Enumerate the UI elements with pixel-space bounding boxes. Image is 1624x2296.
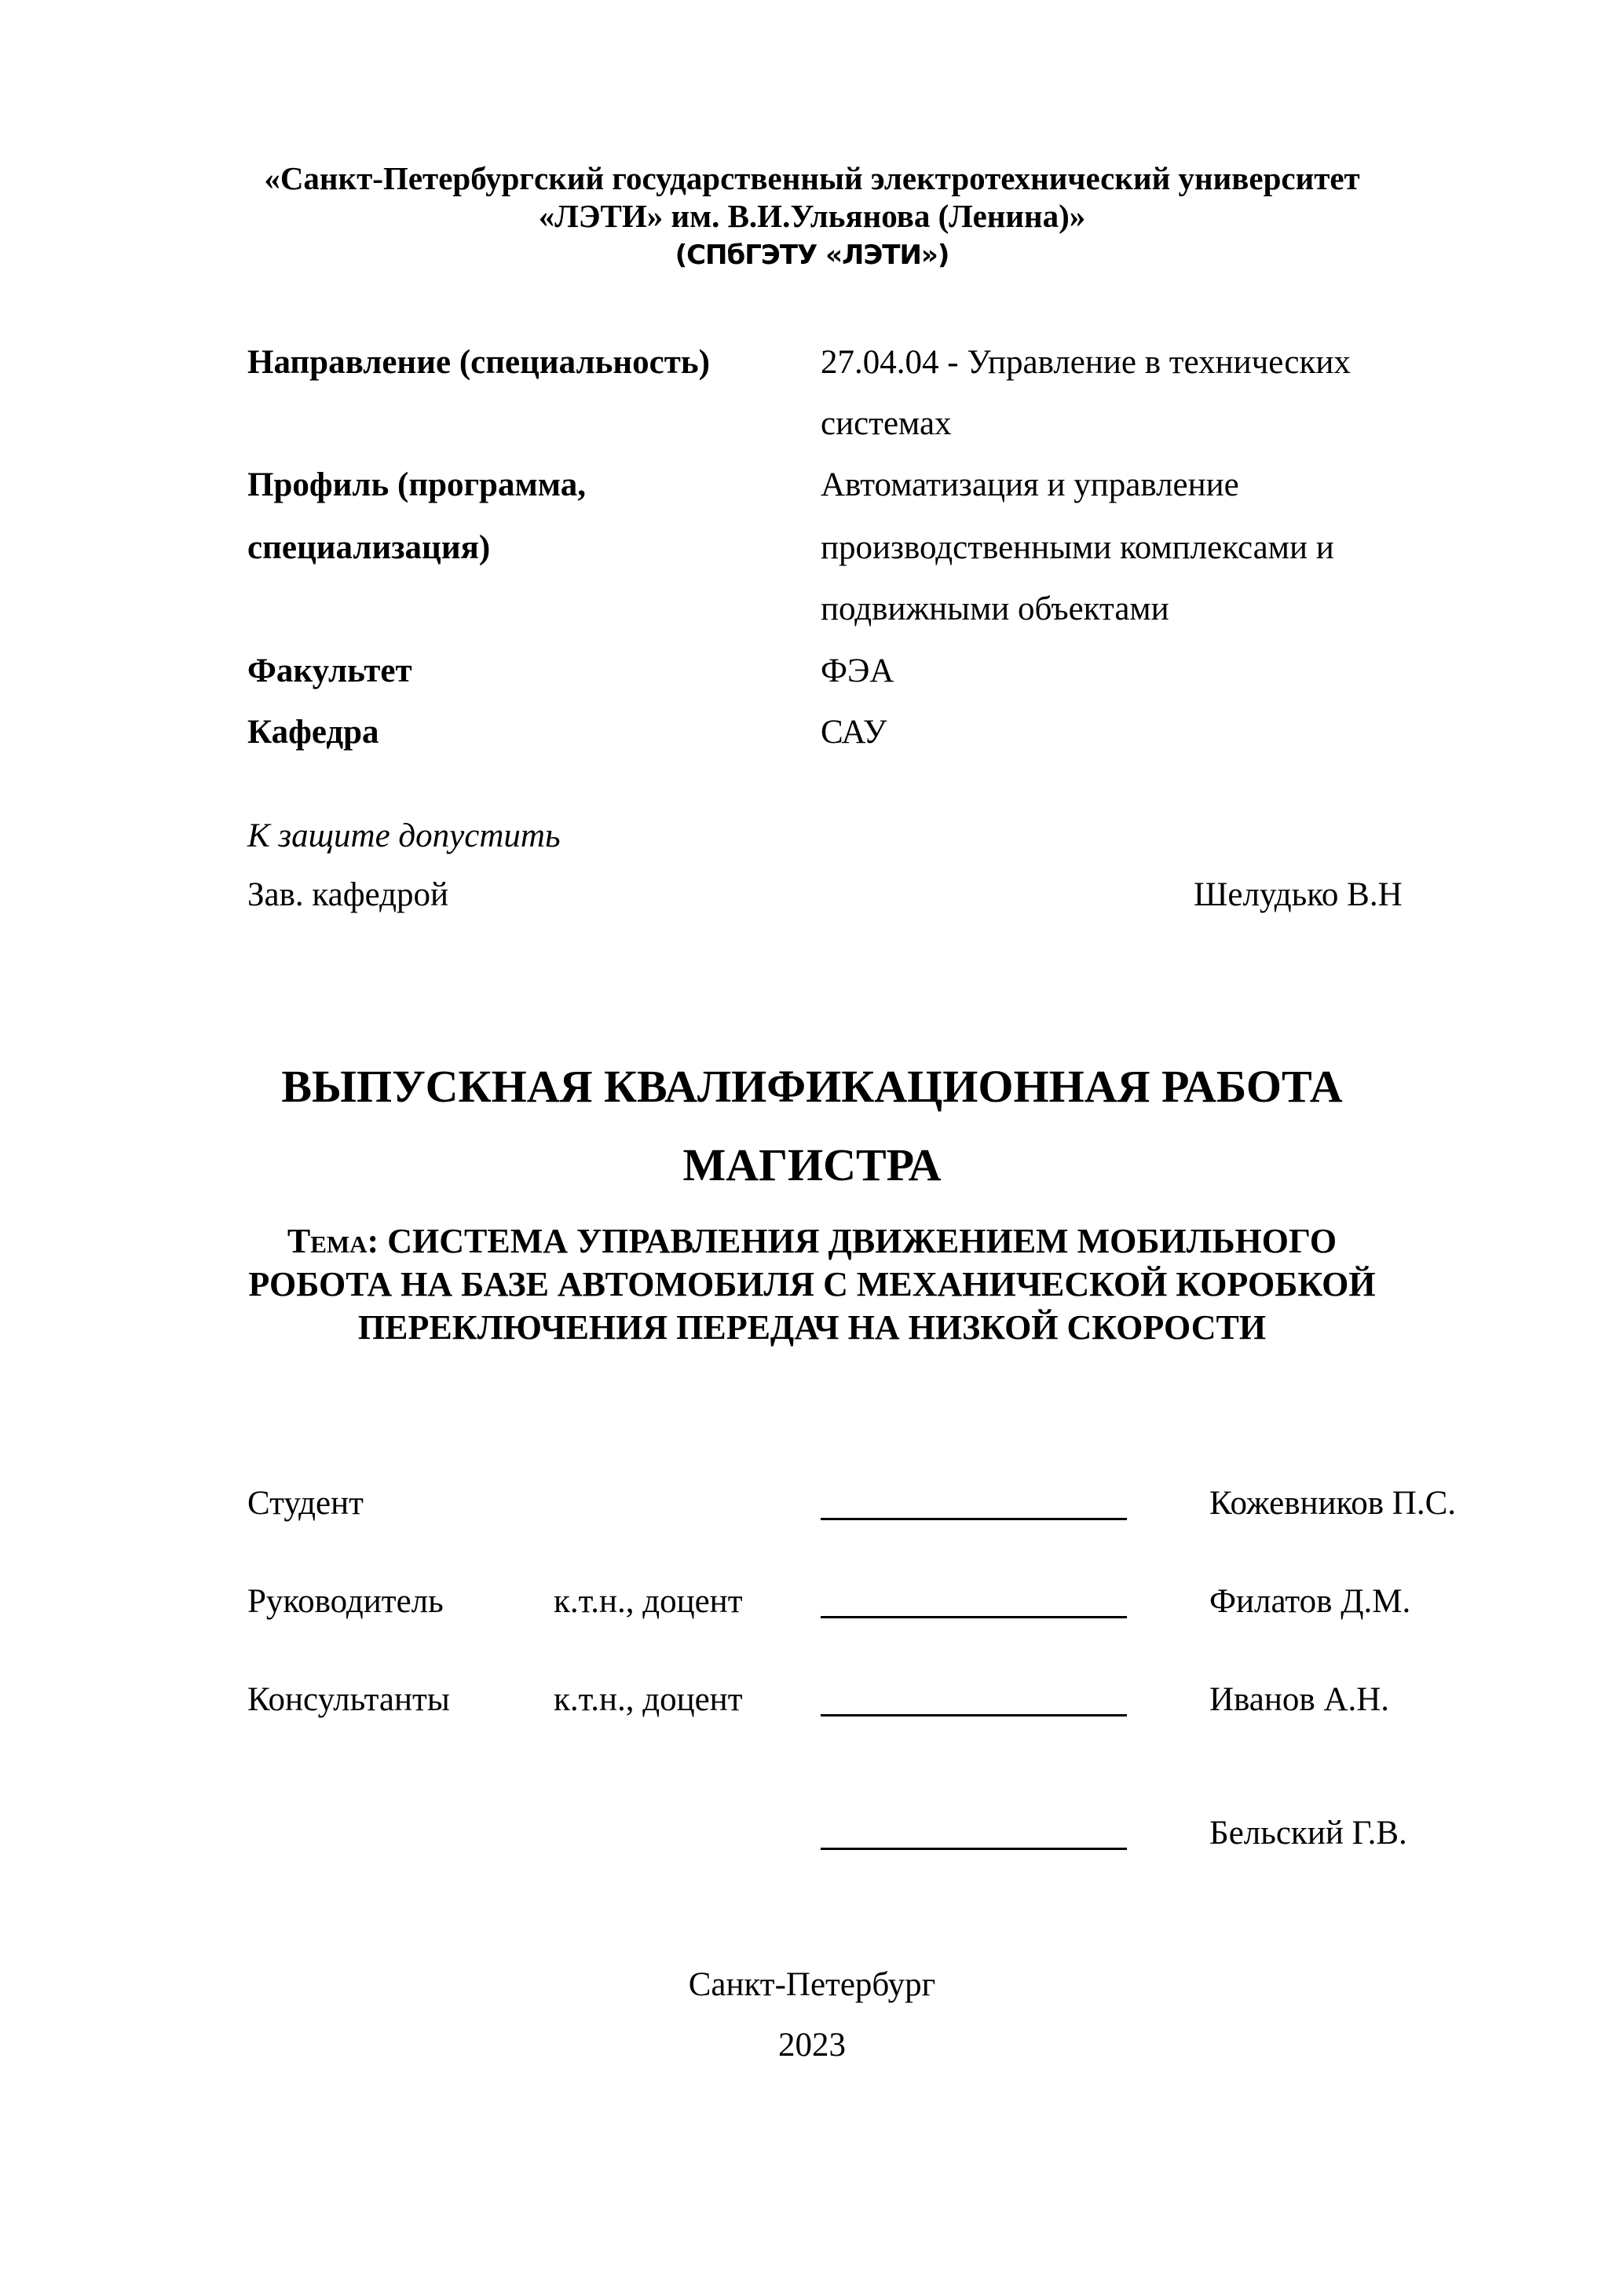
- signature-line-supervisor: [821, 1585, 1127, 1627]
- signature-degree-consultant: к.т.н., доцент: [554, 1681, 743, 1718]
- department-value: САУ: [821, 714, 887, 751]
- theme-text-line-1: СИСТЕМА УПРАВЛЕНИЯ ДВИЖЕНИЕМ МОБИЛЬНОГО: [387, 1222, 1337, 1260]
- signature-line-student: [821, 1486, 1127, 1529]
- direction-value-line-1: 27.04.04 - Управление в технических: [821, 344, 1351, 381]
- signature-degree-supervisor: к.т.н., доцент: [554, 1583, 743, 1620]
- work-title-line-1: ВЫПУСКНАЯ КВАЛИФИКАЦИОННАЯ РАБОТА: [281, 1061, 1343, 1112]
- signature-name-student: Кожевников П.С.: [1209, 1485, 1457, 1522]
- signature-role-supervisor: Руководитель: [247, 1583, 444, 1620]
- city: Санкт-Петербург: [688, 1966, 936, 2003]
- faculty-value: ФЭА: [821, 653, 894, 689]
- university-name-line-1: «Санкт-Петербургский государственный электротехнический университет: [264, 160, 1360, 196]
- signature-name-consultant-1: Иванов А.Н.: [1209, 1681, 1390, 1718]
- profile-label-line-1: Профиль (программа,: [247, 466, 586, 503]
- signature-role-student: Студент: [247, 1485, 364, 1522]
- signature-name-consultant-2: Бельский Г.В.: [1209, 1815, 1407, 1852]
- admit-to-defense-text: К защите допустить: [247, 817, 561, 854]
- profile-value-line-2: производственными комплексами и: [821, 529, 1334, 566]
- signature-line-consultant-1: [821, 1683, 1127, 1725]
- direction-value-line-2: системах: [821, 405, 952, 442]
- profile-label-line-2: специализация): [247, 529, 491, 566]
- year: 2023: [778, 2027, 846, 2064]
- direction-label: Направление (специальность): [247, 344, 710, 381]
- university-abbreviation: (СПбГЭТУ «ЛЭТИ»): [675, 239, 949, 271]
- university-name-line-2: «ЛЭТИ» им. В.И.Ульянова (Ленина)»: [538, 198, 1086, 234]
- theme-prefix: Тема:: [287, 1222, 379, 1260]
- profile-value-line-3: подвижными объектами: [821, 590, 1169, 627]
- theme-line-2: РОБОТА НА БАЗЕ АВТОМОБИЛЯ С МЕХАНИЧЕСКОЙ КОРОБКОЙ: [248, 1265, 1376, 1303]
- profile-value-line-1: Автоматизация и управление: [821, 466, 1239, 503]
- head-of-department-label: Зав. кафедрой: [247, 876, 449, 913]
- theme-line-3: ПЕРЕКЛЮЧЕНИЯ ПЕРЕДАЧ НА НИЗКОЙ СКОРОСТИ: [357, 1308, 1267, 1347]
- work-title-line-2: МАГИСТРА: [682, 1139, 942, 1190]
- signature-role-consultants: Консультанты: [247, 1681, 450, 1718]
- faculty-label: Факультет: [247, 653, 412, 689]
- signature-name-supervisor: Филатов Д.М.: [1209, 1583, 1411, 1620]
- signature-line-consultant-2: [821, 1816, 1127, 1859]
- department-label: Кафедра: [247, 714, 379, 751]
- theme-line-1: [0, 1219, 1624, 1263]
- head-of-department-name: Шелудько В.Н: [1194, 876, 1403, 913]
